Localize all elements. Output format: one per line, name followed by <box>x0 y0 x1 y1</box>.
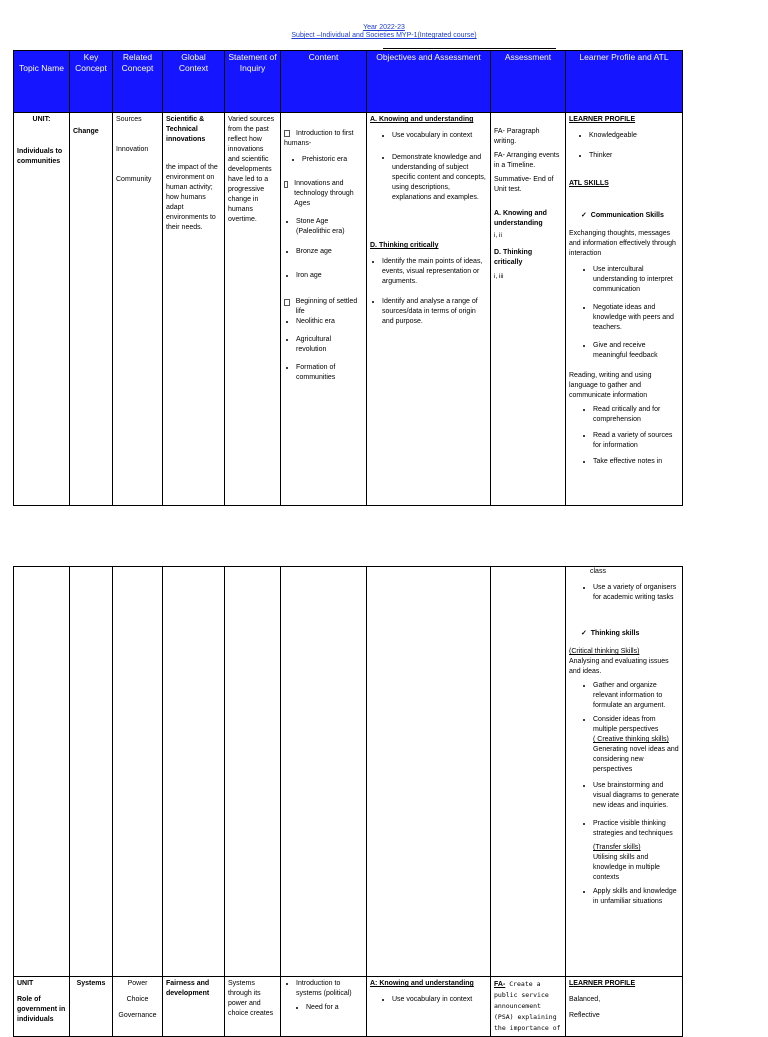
content-age-0: • Stone Age (Paleolithic era) <box>296 217 363 237</box>
unit1-learner-cell <box>566 113 683 506</box>
assess-summative: Summative- End of Unit test. <box>494 176 554 193</box>
comm-item-2: • Give and receive meaningful feedback <box>593 341 679 361</box>
thinking-skills-title: ✓ Thinking skills <box>569 629 679 639</box>
unit2-content-1: • Need for a <box>306 1003 363 1013</box>
square-bullet-icon <box>284 130 290 137</box>
col-assessment: Assessment <box>491 51 566 113</box>
lp-item-1: • Thinker <box>589 151 679 161</box>
unit1-global-context-text: the impact of the environment on human activity; how humans adapt environments to their needs. <box>166 164 218 231</box>
content-settled-2: • Formation of communities <box>296 363 363 383</box>
critical-desc: Analysing and evaluating issues and ideas. <box>569 658 669 675</box>
cont-organisers: • Use a variety of organisers for academic writing tasks <box>593 583 679 603</box>
cont-learner-cell <box>566 567 683 977</box>
unit2-statement: Systems through its power and choice creates <box>228 980 274 1017</box>
obj-a-item-1: • Demonstrate knowledge and understanding of subject specific content and concepts, using descriptions, explanations and examples. <box>392 153 487 203</box>
curriculum-table-2 <box>13 566 683 1037</box>
cont-class: class <box>590 568 606 575</box>
rw-item-0: • Read critically and for comprehension <box>593 405 679 425</box>
col-key-concept: Key Concept <box>70 51 113 113</box>
rw-intro: Reading, writing and using language to gather and communicate information <box>569 372 652 399</box>
unit2-statement-cell <box>225 977 281 1037</box>
unit2-key-concept-cell <box>70 977 113 1037</box>
obj-d-title: D. Thinking critically <box>370 242 439 249</box>
unit1-related-0: Sources <box>116 116 142 123</box>
square-bullet-icon <box>284 299 290 306</box>
unit2-obj-title: A: Knowing and understanding <box>370 980 474 987</box>
unit2-objectives-cell <box>367 977 491 1037</box>
unit2-learner-cell <box>566 977 683 1037</box>
atl-title: ATL SKILLS <box>569 180 609 187</box>
unit2-lp-item-0: Balanced, <box>569 996 601 1003</box>
comm-intro: Exchanging thoughts, messages and information effectively through interaction <box>569 230 676 257</box>
unit1-label: UNIT: <box>32 116 51 123</box>
rw-item-2: • Take effective notes in <box>593 457 679 467</box>
unit1-key-concept: Change <box>73 128 99 135</box>
transfer-item-0: • Apply skills and knowledge in unfamiliar situations <box>593 887 679 907</box>
unit2-related-cell <box>113 977 163 1037</box>
unit2-global-context-cell <box>163 977 225 1037</box>
obj-a-item-0: • Use vocabulary in context <box>392 131 487 141</box>
col-topic-name: Topic Name <box>14 51 70 113</box>
unit2-key-concept: Systems <box>76 980 106 987</box>
creative-label: ( Creative thinking skills) <box>593 736 669 743</box>
unit1-global-context-title: Scientific & Technical innovations <box>166 116 206 143</box>
unit1-objectives-cell <box>367 113 491 506</box>
lp-item-0: • Knowledgeable <box>589 131 679 141</box>
content-intro: Introduction to first humans- <box>284 130 354 147</box>
creative-item-1: • Practice visible thinking strategies and techniques <box>593 819 679 839</box>
unit2-content-0: • Introduction to systems (political) <box>296 979 363 999</box>
unit2-lp-item-1: Reflective <box>569 1012 600 1019</box>
obj-d-item-0: • Identify the main points of ideas, events, visual representation or arguments. <box>382 257 487 287</box>
document-year: Year 2022-23 <box>363 24 405 31</box>
unit2-topic: Role of government in individuals <box>17 996 66 1023</box>
creative-item-0: • Use brainstorming and visual diagrams to generate new ideas and inquiries. <box>593 781 679 811</box>
comm-item-0: • Use intercultural understanding to interpret communication <box>593 265 679 295</box>
comm-item-1: • Negotiate ideas and knowledge with peers and teachers. <box>593 303 679 333</box>
unit2-lp-title: LEARNER PROFILE <box>569 980 636 987</box>
col-content: Content <box>281 51 367 113</box>
unit1-assessment-cell <box>491 113 566 506</box>
critical-item-0: • Gather and organize relevant information to formulate an argument. <box>593 681 679 711</box>
rw-item-1: • Read a variety of sources for information <box>593 431 679 451</box>
unit1-topic-cell <box>14 113 70 506</box>
header-rule <box>383 48 556 49</box>
unit2-related-0: Power <box>127 980 148 987</box>
col-learner-profile: Learner Profile and ATL <box>566 51 683 113</box>
transfer-desc: Utilising skills and knowledge in multiple contexts <box>593 854 660 881</box>
obj-d-item-1: • Identify and analyse a range of sources/data in terms of origin and purpose. <box>382 297 487 327</box>
unit1-topic: Individuals to communities <box>17 148 63 165</box>
unit1-statement: Varied sources from the past reflect how innovations and scientific developments have led to a progressive change in humans overtime. <box>228 116 275 223</box>
transfer-label: (Transfer skills) <box>593 844 641 851</box>
unit2-related-2: Governance <box>118 1012 157 1019</box>
col-statement-of-inquiry: Statement of Inquiry <box>225 51 281 113</box>
content-settled-0: • Neolithic era <box>296 317 363 327</box>
unit1-related-1: Innovation <box>116 146 149 153</box>
creative-desc: Generating novel ideas and considering new perspectives <box>593 746 679 773</box>
comm-skills-title: ✓ Communication Skills <box>569 211 679 221</box>
unit2-fa-text: Create a public service announcement (PSA) explaining the importance of <box>494 980 561 1032</box>
unit2-global-context: Fairness and development <box>166 980 210 997</box>
critical-item-1: • Consider ideas from multiple perspectives <box>593 715 679 735</box>
col-related-concept: Related Concept <box>113 51 163 113</box>
assess-fa1: FA- Paragraph writing. <box>494 128 540 145</box>
square-bullet-icon <box>284 181 288 188</box>
obj-a-title: A. Knowing and understanding <box>370 116 474 123</box>
assess-d-title: D. Thinking critically <box>494 249 533 266</box>
col-global-context: Global Context <box>163 51 225 113</box>
lp-title: LEARNER PROFILE <box>569 116 636 123</box>
unit2-topic-cell <box>14 977 70 1037</box>
unit2-label: UNIT <box>17 980 34 987</box>
content-settled: Beginning of settled life <box>295 298 358 315</box>
unit1-content-cell <box>281 113 367 506</box>
content-age-1: • Bronze age <box>296 247 363 257</box>
assess-a-criteria: i, ii <box>494 232 502 239</box>
unit2-obj-item: • Use vocabulary in context <box>392 995 487 1005</box>
unit1-key-concept-cell <box>70 113 113 506</box>
unit2-assessment-cell <box>491 977 566 1037</box>
unit1-statement-cell <box>225 113 281 506</box>
critical-label: (Critical thinking Skills) <box>569 648 640 655</box>
unit2-content-cell <box>281 977 367 1037</box>
col-objectives: Objectives and Assessment <box>367 51 491 113</box>
content-age-2: • Iron age <box>296 271 363 281</box>
content-settled-1: • Agricultural revolution <box>296 335 363 355</box>
unit1-related-2: Community <box>116 176 152 183</box>
curriculum-table-1 <box>13 50 683 506</box>
content-prehistoric: • Prehistoric era <box>302 155 363 165</box>
content-innovations: Innovations and technology through Ages <box>294 180 354 207</box>
unit1-global-context-cell <box>163 113 225 506</box>
unit2-fa-label: FA- <box>494 981 506 988</box>
assess-d-criteria: i, iii <box>494 273 504 280</box>
unit2-related-1: Choice <box>126 996 149 1003</box>
unit1-related-cell <box>113 113 163 506</box>
document-subject: Subject –Individual and Societies MYP-1(Integrated course) <box>291 32 477 39</box>
assess-a-title: A. Knowing and understanding <box>494 210 547 227</box>
assess-fa2: FA- Arranging events in a Timeline. <box>494 152 560 169</box>
